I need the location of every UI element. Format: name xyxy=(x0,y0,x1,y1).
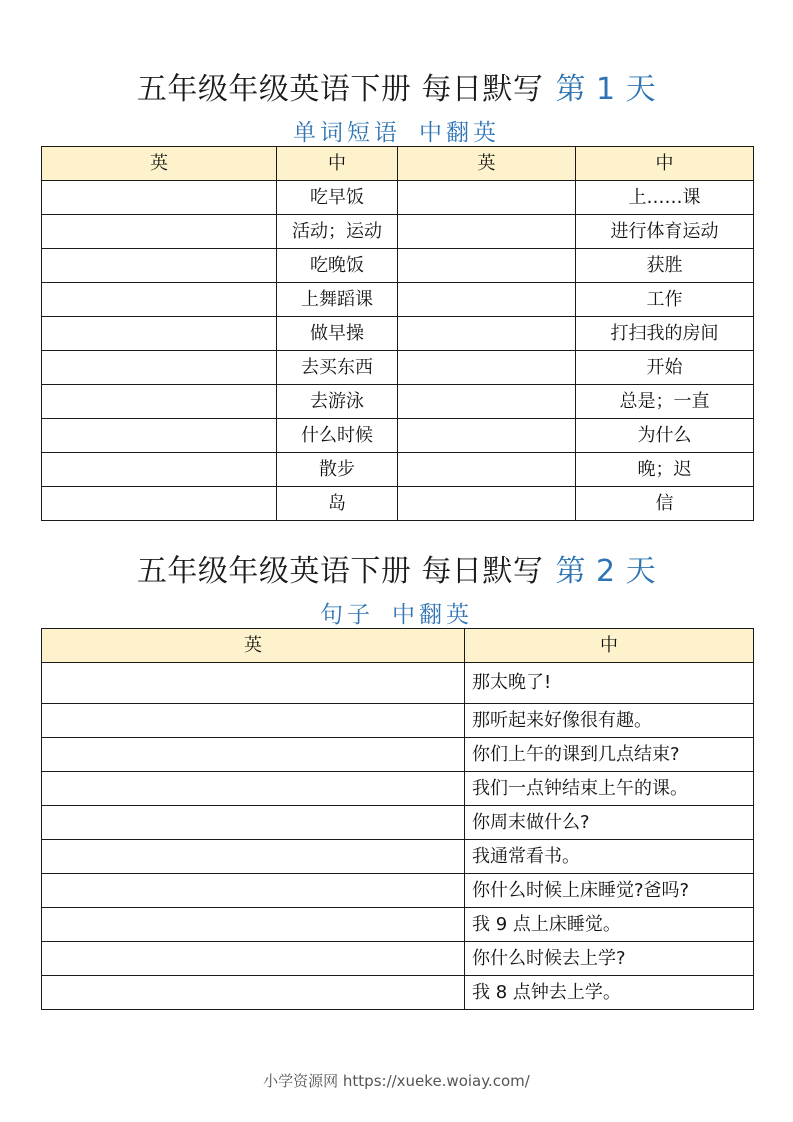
section-2-subtitle xyxy=(0,596,793,629)
answer-cell[interactable] xyxy=(42,419,277,453)
table-row xyxy=(42,385,754,419)
prompt-cell: 什么时候 xyxy=(277,419,398,453)
answer-cell[interactable] xyxy=(42,704,465,738)
subtitle-type: 句子 xyxy=(320,602,374,628)
table-row xyxy=(42,453,754,487)
header-zh: 中 xyxy=(465,629,754,663)
prompt-cell: 你什么时候上床睡觉?爸吗? xyxy=(465,874,754,908)
answer-cell[interactable] xyxy=(398,453,576,487)
table-header-row xyxy=(42,629,754,663)
answer-cell[interactable] xyxy=(42,738,465,772)
answer-cell[interactable] xyxy=(42,385,277,419)
header-en: 英 xyxy=(398,147,576,181)
prompt-cell: 我 8 点钟去上学。 xyxy=(465,976,754,1010)
prompt-cell: 你们上午的课到几点结束? xyxy=(465,738,754,772)
answer-cell[interactable] xyxy=(398,419,576,453)
prompt-cell: 为什么 xyxy=(576,419,754,453)
answer-cell[interactable] xyxy=(42,317,277,351)
prompt-cell: 吃晚饭 xyxy=(277,249,398,283)
table-row xyxy=(42,976,754,1010)
subtitle-mode: 中翻英 xyxy=(392,602,473,628)
answer-cell[interactable] xyxy=(42,942,465,976)
table-row xyxy=(42,840,754,874)
header-en: 英 xyxy=(42,147,277,181)
prompt-cell: 你周末做什么? xyxy=(465,806,754,840)
prompt-cell: 打扫我的房间 xyxy=(576,317,754,351)
prompt-cell: 去游泳 xyxy=(277,385,398,419)
prompt-cell: 获胜 xyxy=(576,249,754,283)
prompt-cell: 进行体育运动 xyxy=(576,215,754,249)
prompt-cell: 那听起来好像很有趣。 xyxy=(465,704,754,738)
prompt-cell: 我 9 点上床睡觉。 xyxy=(465,908,754,942)
answer-cell[interactable] xyxy=(42,806,465,840)
prompt-cell: 信 xyxy=(576,487,754,521)
prompt-cell: 开始 xyxy=(576,351,754,385)
section-1-subtitle xyxy=(0,114,793,147)
prompt-cell: 我们一点钟结束上午的课。 xyxy=(465,772,754,806)
table-header-row xyxy=(42,147,754,181)
answer-cell[interactable] xyxy=(398,385,576,419)
answer-cell[interactable] xyxy=(398,283,576,317)
answer-cell[interactable] xyxy=(42,351,277,385)
prompt-cell: 去买东西 xyxy=(277,351,398,385)
prompt-cell: 做早操 xyxy=(277,317,398,351)
prompt-cell: 你什么时候去上学? xyxy=(465,942,754,976)
title-main: 五年级年级英语下册 每日默写 xyxy=(136,554,544,589)
answer-cell[interactable] xyxy=(42,249,277,283)
table-row xyxy=(42,806,754,840)
answer-cell[interactable] xyxy=(42,453,277,487)
title-day: 第 1 天 xyxy=(555,72,657,107)
table-row xyxy=(42,874,754,908)
answer-cell[interactable] xyxy=(398,487,576,521)
answer-cell[interactable] xyxy=(42,283,277,317)
answer-cell[interactable] xyxy=(42,663,465,704)
table-row xyxy=(42,419,754,453)
answer-cell[interactable] xyxy=(42,908,465,942)
sentence-table xyxy=(41,628,754,1010)
prompt-cell: 工作 xyxy=(576,283,754,317)
answer-cell[interactable] xyxy=(398,317,576,351)
answer-cell[interactable] xyxy=(398,351,576,385)
table-row xyxy=(42,663,754,704)
table-row xyxy=(42,215,754,249)
title-day: 第 2 天 xyxy=(555,554,657,589)
header-zh: 中 xyxy=(576,147,754,181)
prompt-cell: 上……课 xyxy=(576,181,754,215)
table-row xyxy=(42,487,754,521)
subtitle-type: 单词短语 xyxy=(293,120,401,146)
title-main: 五年级年级英语下册 每日默写 xyxy=(136,72,544,107)
answer-cell[interactable] xyxy=(42,772,465,806)
table-row xyxy=(42,772,754,806)
table-row xyxy=(42,908,754,942)
table-row xyxy=(42,181,754,215)
table-row xyxy=(42,738,754,772)
section-2-title xyxy=(0,546,793,590)
prompt-cell: 散步 xyxy=(277,453,398,487)
prompt-cell: 我通常看书。 xyxy=(465,840,754,874)
prompt-cell: 活动；运动 xyxy=(277,215,398,249)
table-row xyxy=(42,283,754,317)
table-row xyxy=(42,351,754,385)
answer-cell[interactable] xyxy=(42,976,465,1010)
answer-cell[interactable] xyxy=(398,249,576,283)
prompt-cell: 上舞蹈课 xyxy=(277,283,398,317)
answer-cell[interactable] xyxy=(398,181,576,215)
prompt-cell: 岛 xyxy=(277,487,398,521)
answer-cell[interactable] xyxy=(398,215,576,249)
answer-cell[interactable] xyxy=(42,874,465,908)
table-row xyxy=(42,704,754,738)
prompt-cell: 晚；迟 xyxy=(576,453,754,487)
answer-cell[interactable] xyxy=(42,840,465,874)
table-row xyxy=(42,317,754,351)
header-en: 英 xyxy=(42,629,465,663)
footer-watermark: 小学资源网 https://xueke.woiay.com/ xyxy=(263,1072,530,1090)
header-zh: 中 xyxy=(277,147,398,181)
answer-cell[interactable] xyxy=(42,487,277,521)
prompt-cell: 那太晚了! xyxy=(465,663,754,704)
vocab-table xyxy=(41,146,754,521)
prompt-cell: 吃早饭 xyxy=(277,181,398,215)
prompt-cell: 总是；一直 xyxy=(576,385,754,419)
section-1-title xyxy=(0,64,793,108)
table-row xyxy=(42,942,754,976)
answer-cell[interactable] xyxy=(42,215,277,249)
table-row xyxy=(42,249,754,283)
subtitle-mode: 中翻英 xyxy=(419,120,500,146)
answer-cell[interactable] xyxy=(42,181,277,215)
